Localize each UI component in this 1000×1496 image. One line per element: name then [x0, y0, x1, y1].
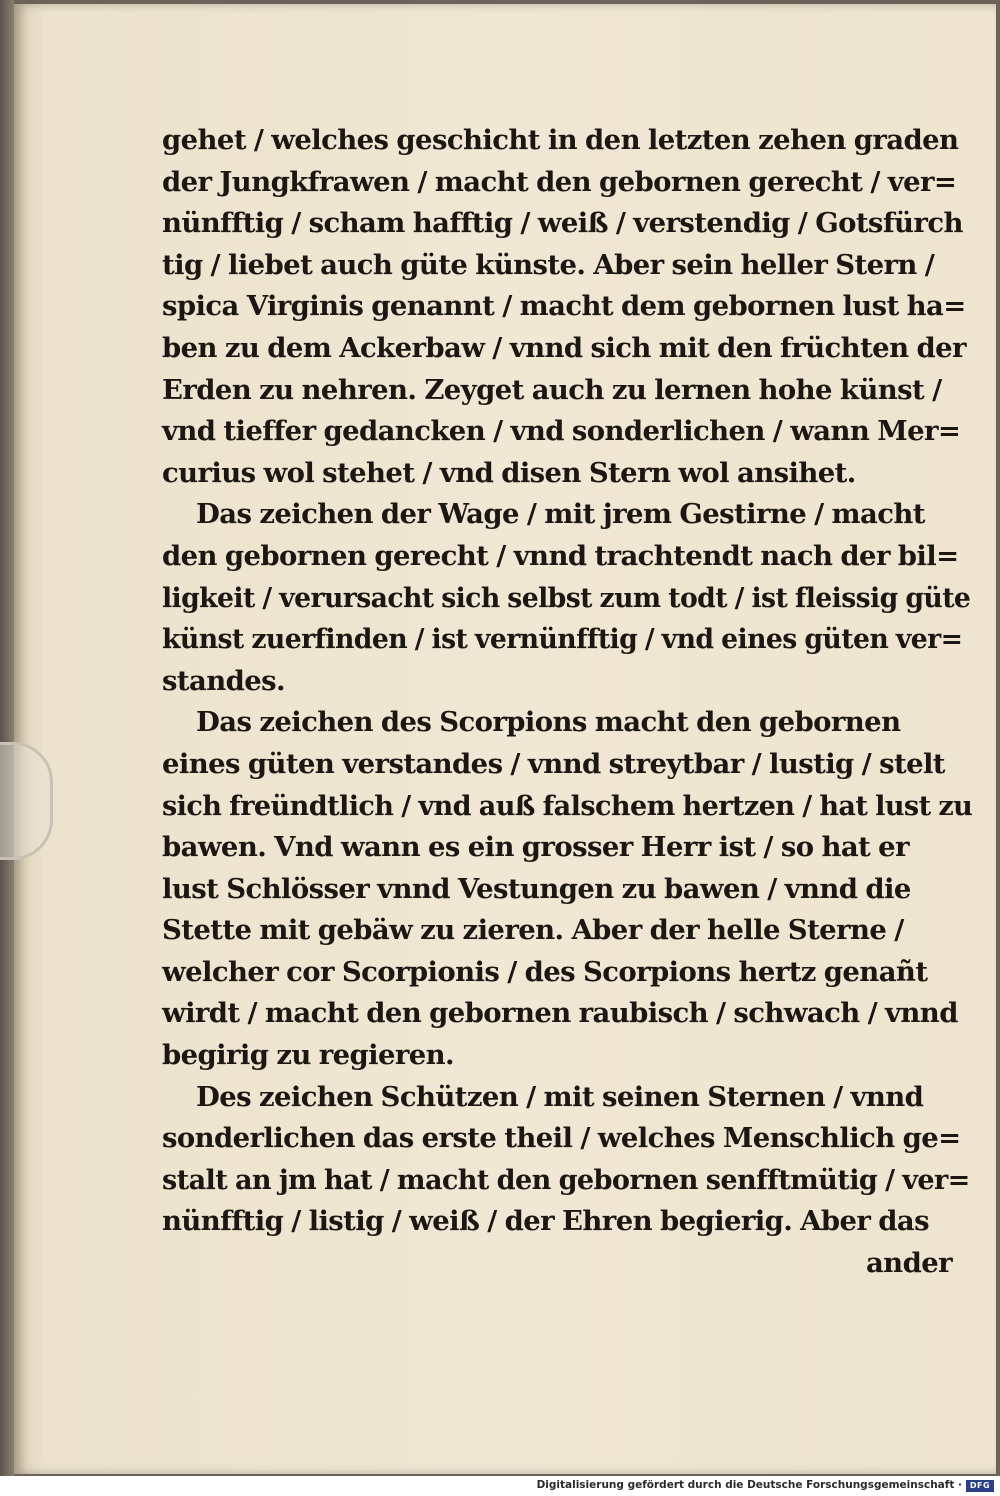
text-line: künst zuerfinden / ist vernünfftig / vnd eines güten ver=	[162, 624, 963, 656]
text-line: wirdt / macht den gebornen raubisch / schwach / vnnd	[162, 997, 958, 1030]
text-line: stalt an jm hat / macht den gebornen senfftmütig / ver=	[162, 1164, 970, 1196]
text-line: begirig zu regieren.	[162, 1039, 455, 1072]
text-line: bawen. Vnd wann es ein grosser Herr ist / so hat er	[162, 831, 909, 864]
text-line: standes.	[162, 664, 285, 697]
text-line: ben zu dem Ackerbaw / vnnd sich mit den früchten der	[162, 331, 966, 364]
text-line: ligkeit / verursacht sich selbst zum todt / ist fleissig güte	[162, 582, 971, 614]
text-line: welcher cor Scorpionis / des Scorpions hertz genañt	[162, 955, 928, 988]
text-line: vnd tieffer gedancken / vnd sonderlichen / wann Mer=	[162, 415, 961, 448]
text-line: Das zeichen des Scorpions macht den gebornen	[196, 706, 901, 739]
text-line: gehet / welches geschicht in den letzten zehen graden	[162, 124, 959, 156]
text-line: curius wol stehet / vnd disen Stern wol ansihet.	[162, 456, 856, 489]
page-text	[162, 120, 972, 1285]
text-line: sonderlichen das erste theil / welches Menschlich ge=	[162, 1122, 961, 1155]
text-line: Stette mit gebäw zu zieren. Aber der helle Sterne /	[162, 914, 904, 947]
text-line: spica Virginis genannt / macht dem gebornen lust ha=	[162, 290, 966, 323]
text-line: der Jungkfrawen / macht den gebornen gerecht / ver=	[162, 165, 957, 198]
text-line: eines güten verstandes / vnnd streytbar / lustig / stelt	[162, 747, 945, 780]
dfg-logo-icon: DFG	[966, 1480, 994, 1492]
text-line: Das zeichen der Wage / mit jrem Gestirne / macht	[196, 498, 925, 531]
text-line: Des zeichen Schützen / mit seinen Sternen / vnnd	[196, 1080, 924, 1113]
book-page-edge	[0, 0, 14, 1476]
text-line: nünfftig / listig / weiß / der Ehren begierig. Aber das	[162, 1205, 930, 1238]
text-line: tig / liebet auch güte künste. Aber sein heller Stern /	[162, 248, 935, 281]
text-line: Erden zu nehren. Zeyget auch zu lernen hohe künst /	[162, 373, 942, 406]
footer-credit: Digitalisierung gefördert durch die Deutsche Forschungsgemeinschaft ·	[536, 1479, 962, 1491]
page-clip	[0, 742, 53, 860]
text-line: nünfftig / scham hafftig / weiß / verstendig / Gotsfürch	[162, 207, 963, 240]
catchword: ander	[865, 1247, 952, 1280]
footer-bar	[0, 1476, 1000, 1496]
text-line: sich freündtlich / vnd auß falschem hertzen / hat lust zu	[162, 790, 973, 822]
text-line: den gebornen gerecht / vnnd trachtendt nach der bil=	[162, 539, 959, 572]
text-line: lust Schlösser vnnd Vestungen zu bawen / vnnd die	[162, 872, 911, 905]
